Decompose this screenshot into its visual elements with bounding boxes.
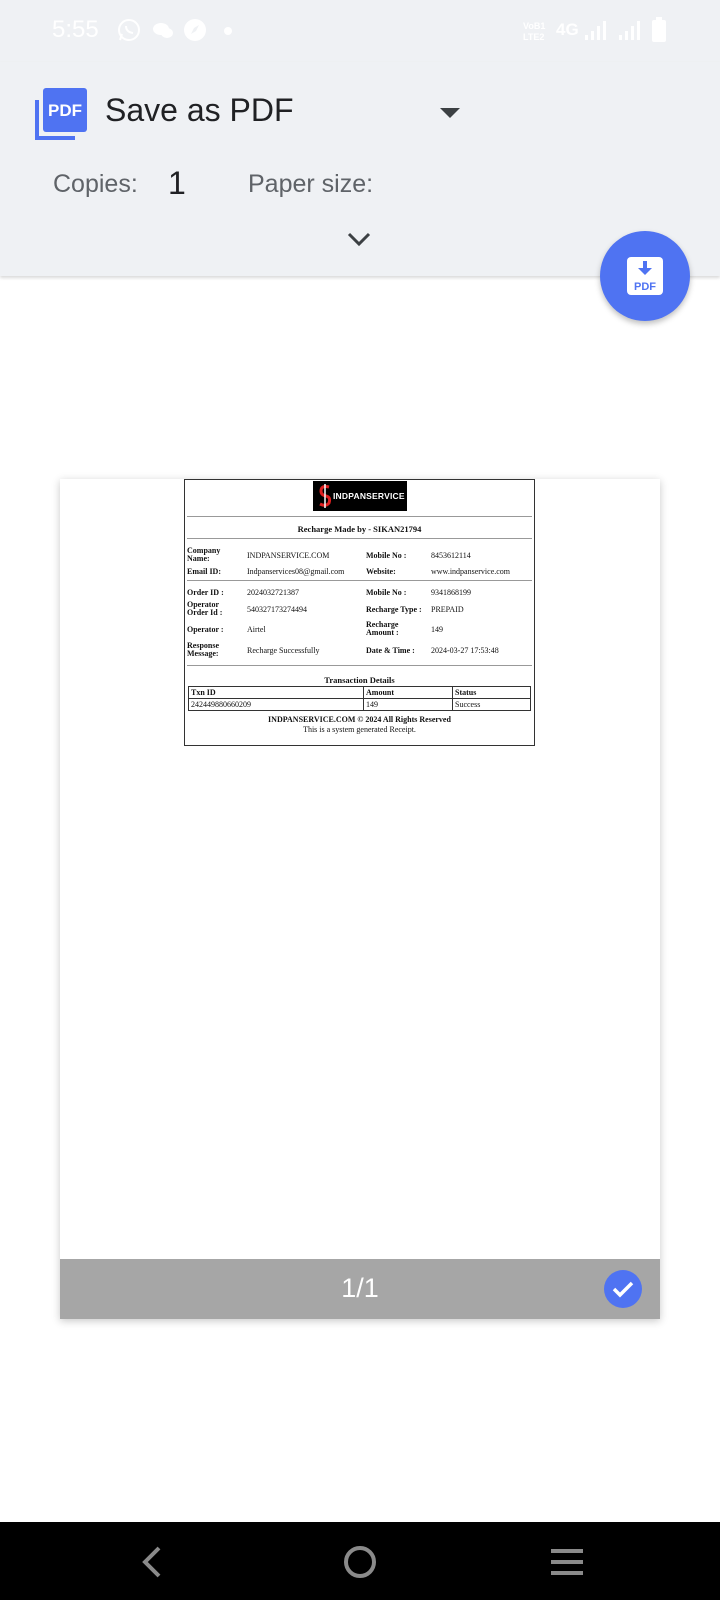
field-value: Recharge Successfully [247, 646, 320, 655]
table-row [189, 699, 531, 711]
table-header-row [189, 687, 531, 699]
volte-icon [522, 20, 548, 42]
back-icon[interactable] [133, 1542, 173, 1582]
field-value: Indpanservices08@gmail.com [247, 567, 345, 576]
indpanservice-logo-icon [317, 483, 333, 509]
signal-icon [584, 19, 608, 41]
column-header: Status [453, 687, 531, 699]
fab-label: PDF [634, 281, 656, 293]
svg-text:LTE2: LTE2 [523, 32, 545, 42]
copies-label: Copies: [53, 170, 138, 198]
transaction-table [188, 686, 531, 711]
paper-size-label: Paper size: [248, 170, 374, 198]
pdf-app-icon [35, 88, 87, 140]
field-value: 2024032721387 [247, 588, 299, 597]
transaction-details-title: Transaction Details [324, 675, 395, 685]
field-label: Operator Order Id : [187, 600, 223, 617]
table-cell: 149 [364, 699, 453, 711]
chevron-down-icon[interactable] [346, 228, 372, 250]
divider [187, 665, 532, 666]
receipt-title: Recharge Made by - SIKAN21794 [297, 524, 422, 534]
print-preview-area[interactable] [0, 276, 720, 1522]
recharge-receipt [184, 479, 535, 746]
field-label: Response Message: [187, 641, 220, 658]
whatsapp-icon [117, 18, 141, 42]
field-value: PREPAID [431, 605, 464, 614]
field-label: Mobile No : [366, 551, 407, 560]
field-label: Website: [366, 567, 396, 576]
brand-name: INDPANSERVICE [333, 491, 405, 501]
dot-icon [223, 26, 233, 36]
status-time: 5:55 [52, 16, 99, 43]
page-selected-checkbox[interactable] [604, 1270, 642, 1308]
download-pdf-button[interactable] [600, 231, 690, 321]
field-label: Recharge Amount : [366, 620, 399, 637]
signal-icon [618, 19, 642, 41]
svg-text:VoB1: VoB1 [523, 21, 546, 31]
compass-icon [183, 18, 207, 42]
preview-page[interactable] [60, 479, 660, 1319]
field-value: 9341868199 [431, 588, 471, 597]
field-label: Date & Time : [366, 646, 415, 655]
page-footer-bar [60, 1259, 660, 1319]
table-cell: 242449880660209 [189, 699, 364, 711]
column-header: Amount [364, 687, 453, 699]
field-label: Recharge Type : [366, 605, 422, 614]
column-header: Txn ID [189, 687, 364, 699]
field-label: Order ID : [187, 588, 224, 597]
page-indicator: 1/1 [341, 1273, 379, 1303]
divider [187, 538, 532, 539]
battery-icon [651, 17, 667, 43]
field-label: Operator : [187, 625, 224, 634]
check-icon [604, 1270, 642, 1308]
field-value: 149 [431, 625, 443, 634]
divider [187, 580, 532, 581]
messages-icon [151, 18, 175, 42]
destination-dropdown-icon[interactable] [440, 108, 460, 118]
brand-logo [313, 481, 407, 511]
copies-value[interactable]: 1 [168, 165, 186, 201]
field-value: www.indpanservice.com [431, 567, 511, 576]
home-icon[interactable] [340, 1542, 380, 1582]
field-value: 540327173274494 [247, 605, 307, 614]
divider [187, 516, 532, 517]
pdf-download-icon [625, 255, 665, 297]
field-value: 2024-03-27 17:53:48 [431, 646, 499, 655]
field-value: 8453612114 [431, 551, 471, 560]
field-label: Mobile No : [366, 588, 407, 597]
recent-apps-icon[interactable] [547, 1542, 587, 1582]
field-value: Airtel [247, 625, 266, 634]
receipt-note: This is a system generated Receipt. [303, 725, 416, 734]
status-bar [0, 0, 720, 62]
copyright-text: INDPANSERVICE.COM © 2024 All Rights Reserved [268, 715, 451, 724]
field-label: Email ID: [187, 567, 221, 576]
printer-destination[interactable]: Save as PDF [105, 92, 294, 128]
navigation-bar [0, 1522, 720, 1600]
table-cell: Success [453, 699, 531, 711]
network-type: 4G [556, 20, 579, 39]
field-value: INDPANSERVICE.COM [247, 551, 330, 560]
field-label: Company Name: [187, 546, 221, 563]
pdf-logo-text: PDF [48, 101, 82, 120]
